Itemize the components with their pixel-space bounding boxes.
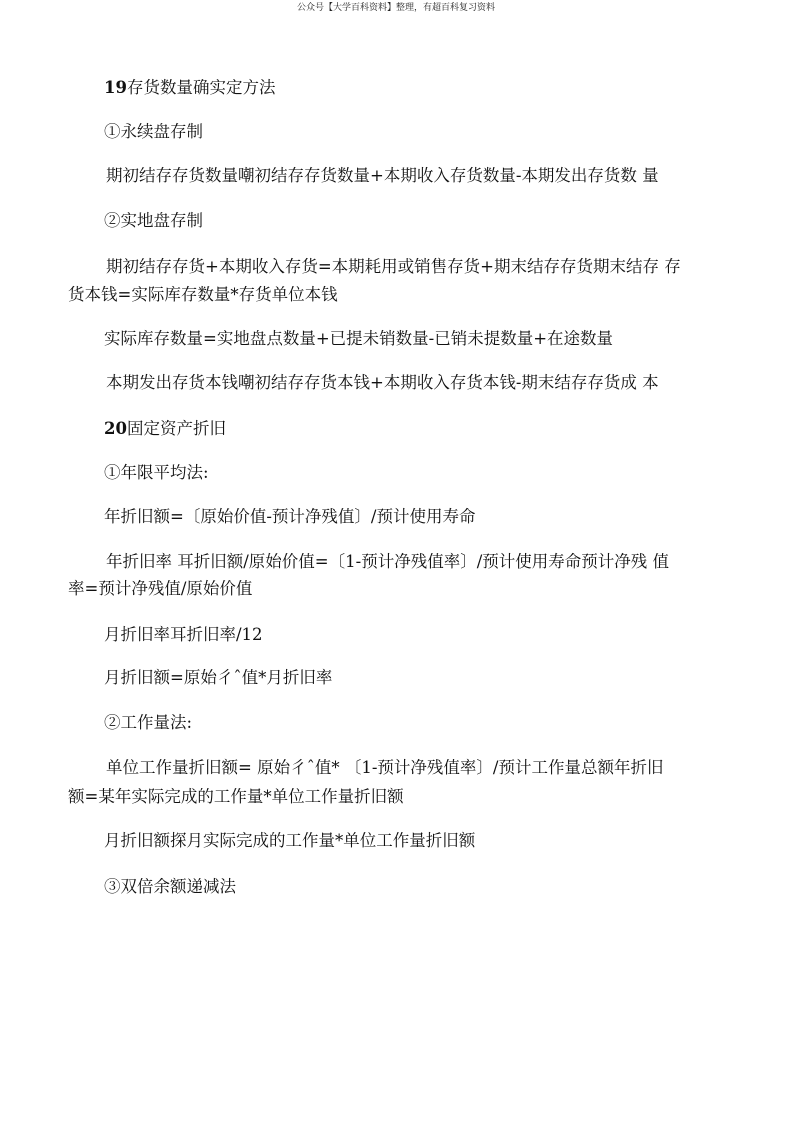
section-number: 20: [104, 419, 127, 438]
paragraph-line: ②工作量法:: [104, 713, 193, 732]
paragraph-line: ①永续盘存制: [104, 122, 203, 141]
paragraph-line: 单位工作量折旧额= 原始彳ˆ值* 〔1-预计净残值率〕/预计工作量总额年折旧: [106, 758, 664, 777]
paragraph-line: 月折旧率耳折旧率/12: [104, 625, 263, 644]
section-title: 固定资产折旧: [126, 419, 226, 438]
paragraph-line: ②实地盘存制: [104, 211, 203, 230]
section-heading-19: [104, 77, 275, 99]
page-header: 公众号【大学百科资料】整理，有超百科复习资料: [296, 3, 495, 13]
paragraph-line: 月折旧额=原始彳ˆ值*月折旧率: [104, 668, 333, 687]
paragraph-line: 率=预计净残值/原始价值: [68, 579, 253, 598]
paragraph-line: 本期发出存货本钱嘲初结存存货本钱+本期收入存货本钱-期末结存存货成 本: [106, 373, 659, 392]
section-heading-20: [104, 418, 226, 440]
paragraph-line: 年折旧率 耳折旧额/原始价值=〔1-预计净残值率〕/预计使用寿命预计净残 值: [106, 552, 670, 571]
paragraph-line: 货本钱=实际库存数量*存货单位本钱: [68, 285, 338, 304]
section-title: 存货数量确实定方法: [126, 78, 276, 97]
paragraph-line: 实际库存数量=实地盘点数量+已提未销数量-已销未提数量+在途数量: [104, 329, 614, 348]
paragraph-line: ①年限平均法:: [104, 463, 209, 482]
paragraph-line: 期初结存存货+本期收入存货=本期耗用或销售存货+期末结存存货期末结存 存: [106, 257, 681, 276]
paragraph-line: 期初结存存货数量嘲初结存存货数量+本期收入存货数量-本期发出存货数 量: [106, 166, 659, 185]
paragraph-line: 月折旧额探月实际完成的工作量*单位工作量折旧额: [104, 831, 476, 850]
section-number: 19: [104, 78, 127, 97]
paragraph-line: ③双倍余额递减法: [104, 877, 236, 896]
paragraph-line: 额=某年实际完成的工作量*单位工作量折旧额: [68, 787, 404, 806]
paragraph-line: 年折旧额=〔原始价值-预计净残值〕/预计使用寿命: [104, 507, 476, 526]
